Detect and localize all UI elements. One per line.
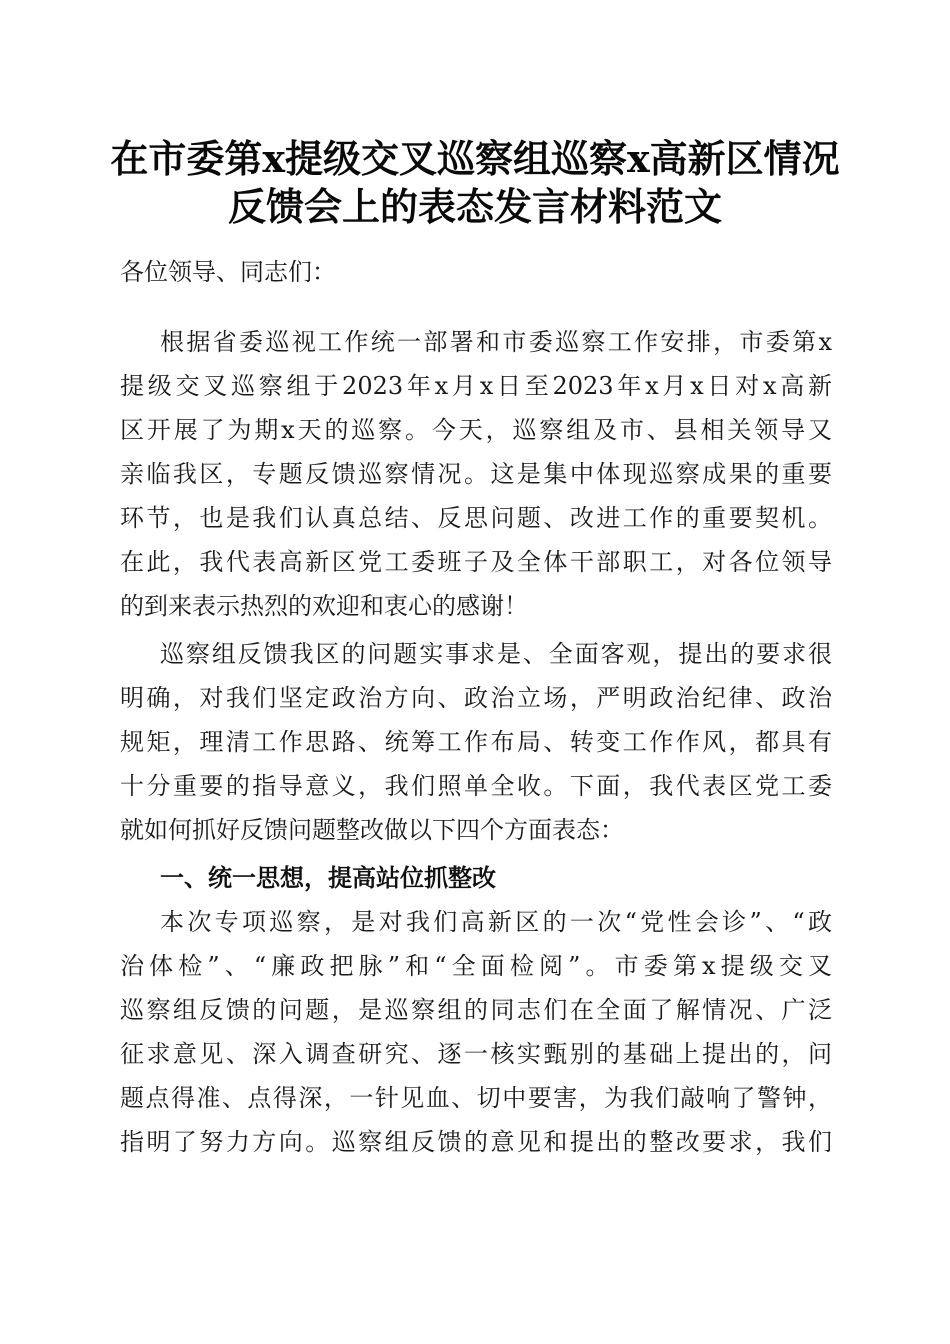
salutation: 各位领导、同志们： (120, 258, 336, 286)
paragraph-2-line: 就如何抓好反馈问题整改做以下四个方面表态： (120, 816, 624, 844)
paragraph-1-line: 在此，我代表高新区党工委班子及全体干部职工，对各位领导 (120, 548, 832, 576)
paragraph-3-line: 征求意见、深入调查研究、逐一核实甄别的基础上提出的，问 (120, 1040, 832, 1068)
paragraph-3-line: 题点得准、点得深，一针见血、切中要害，为我们敲响了警钟， (120, 1084, 832, 1112)
paragraph-2-line: 明确，对我们坚定政治方向、政治立场，严明政治纪律、政治 (120, 684, 832, 712)
paragraph-2-line: 规矩，理清工作思路、统筹工作布局、转变工作作风，都具有 (120, 728, 832, 756)
paragraph-1-line: 亲临我区，专题反馈巡察情况。这是集中体现巡察成果的重要 (120, 460, 832, 488)
paragraph-3-line: 本次专项巡察，是对我们高新区的一次“党性会诊”、“政 (160, 908, 832, 936)
paragraph-1-line: 区开展了为期x天的巡察。今天，巡察组及市、县相关领导又 (120, 416, 832, 444)
paragraph-1-line: 提级交叉巡察组于2023年x月x日至2023年x月x日对x高新 (120, 372, 832, 400)
document-title-line-2: 反馈会上的表态发言材料范文 (227, 184, 722, 229)
paragraph-2-line: 十分重要的指导意义，我们照单全收。下面，我代表区党工委 (120, 772, 832, 800)
paragraph-1-line: 的到来表示热烈的欢迎和衷心的感谢！ (120, 592, 528, 620)
paragraph-2-line: 巡察组反馈我区的问题实事求是、全面客观，提出的要求很 (160, 640, 832, 668)
document-title-line-1: 在市委第x提级交叉巡察组巡察x高新区情况 (110, 136, 840, 181)
section-1-heading: 一、统一思想，提高站位抓整改 (160, 864, 496, 892)
paragraph-1-line: 环节，也是我们认真总结、反思问题、改进工作的重要契机。 (120, 504, 832, 532)
paragraph-3-line: 指明了努力方向。巡察组反馈的意见和提出的整改要求，我们 (120, 1128, 832, 1156)
paragraph-3-line: 治体检”、“廉政把脉”和“全面检阅”。市委第x提级交叉 (120, 952, 832, 980)
paragraph-1-line: 根据省委巡视工作统一部署和市委巡察工作安排，市委第x (160, 328, 832, 356)
paragraph-3-line: 巡察组反馈的问题，是巡察组的同志们在全面了解情况、广泛 (120, 996, 832, 1024)
